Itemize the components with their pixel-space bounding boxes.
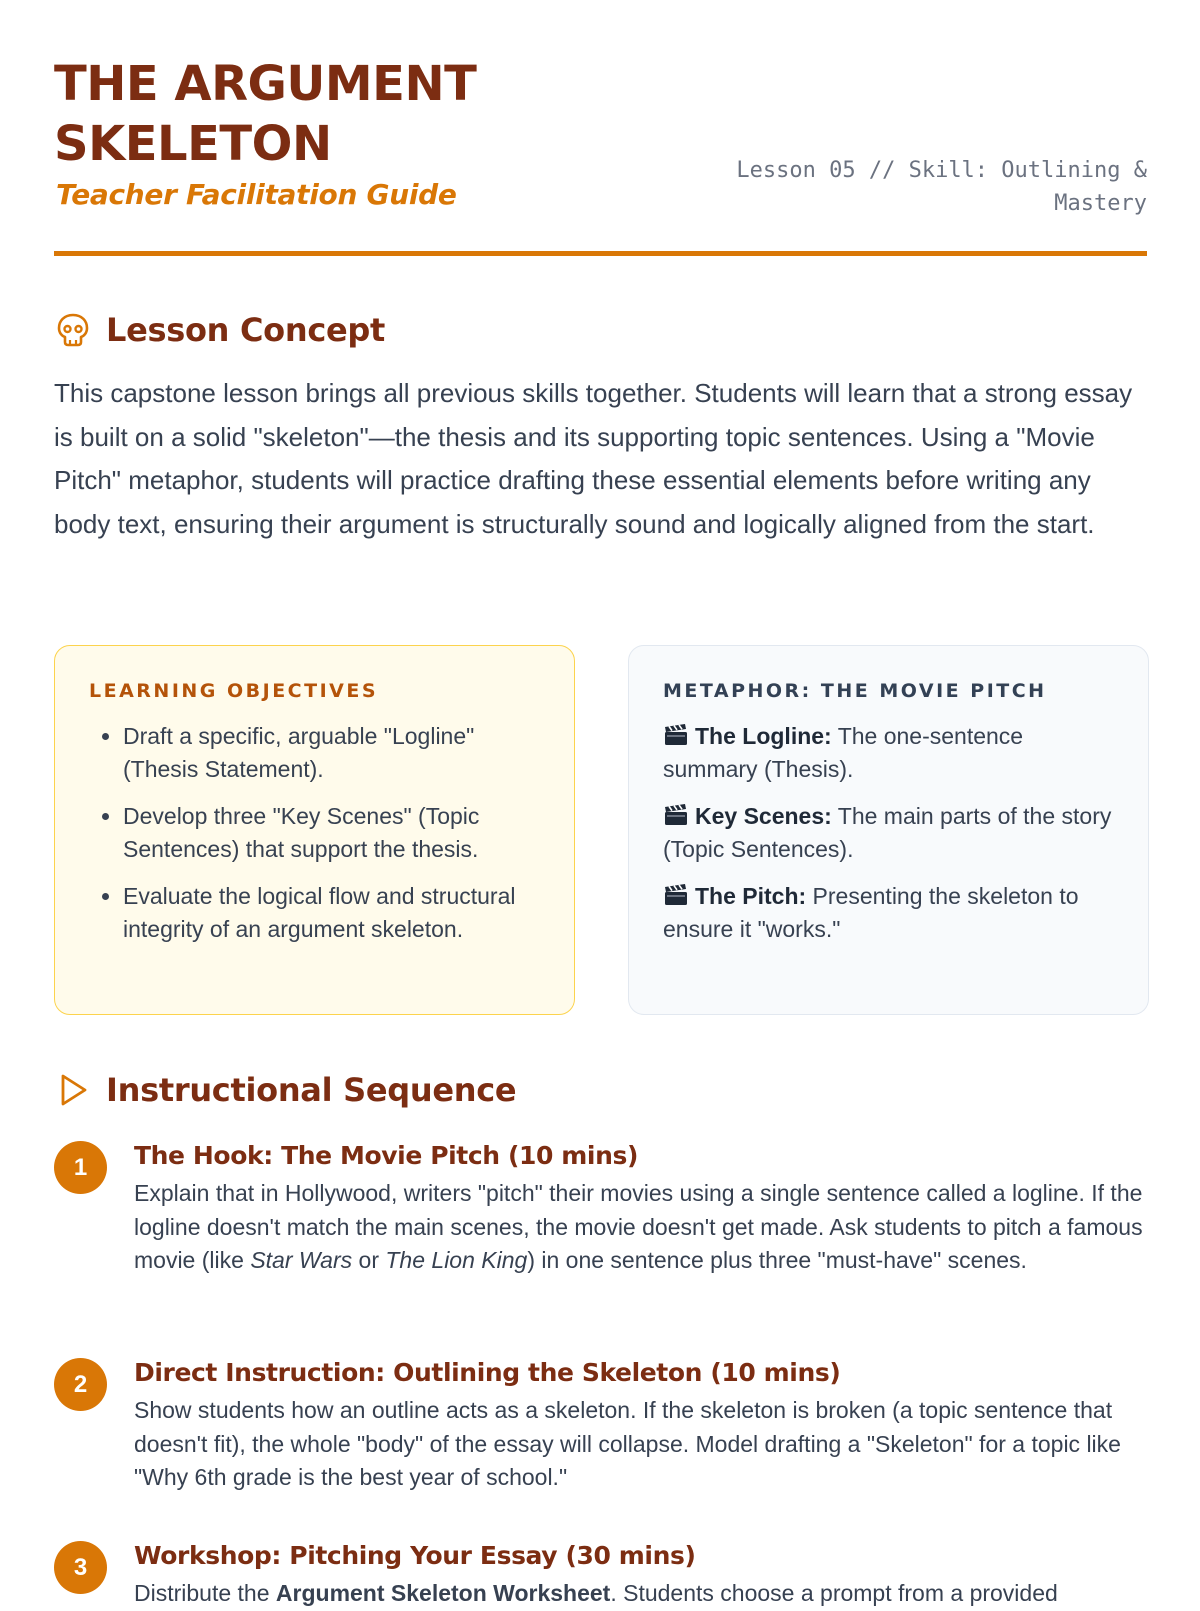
clapperboard-icon xyxy=(663,803,689,827)
metaphor-term: Key Scenes: xyxy=(695,803,832,829)
step-text: Explain that in Hollywood, writers "pitch" their movies using a single sentence called a logline. If the logline doesn't match the main scenes, the movie doesn't get made. Ask students to pitch a famous movie (like Star Wars or The Lion King) in one sentence plus three "must-have" scenes. xyxy=(134,1180,1143,1273)
step-text: Distribute the Argument Skeleton Worksheet. Students choose a prompt from a provided xyxy=(134,1580,1058,1606)
metaphor-term: The Pitch: xyxy=(695,883,807,909)
metaphor-desc: The main parts of the story (Topic Sentences). xyxy=(663,803,1112,862)
sequence-heading-row xyxy=(54,1071,516,1109)
clapperboard-icon xyxy=(663,723,689,747)
step-number: 2 xyxy=(54,1358,107,1411)
step-title: The Hook: The Movie Pitch (10 mins) xyxy=(134,1141,639,1170)
concept-heading-row xyxy=(54,311,385,349)
metaphor-item xyxy=(663,880,1114,946)
objectives-heading: LEARNING OBJECTIVES xyxy=(89,680,379,702)
sequence-heading: Instructional Sequence xyxy=(106,1071,517,1109)
skull-icon xyxy=(54,311,92,349)
objective-item: • Draft a specific, arguable "Logline" (Thesis Statement). xyxy=(123,720,540,786)
objective-item: • Evaluate the logical flow and structural integrity of an argument skeleton. xyxy=(123,880,540,946)
step-text: Show students how an outline acts as a skeleton. If the skeleton is broken (a topic sentence that doesn't fit), the whole "body" of the essay will collapse. Model drafting a "Skeleton" for a topic like "Why 6th grade is the best year of school." xyxy=(134,1397,1121,1490)
metaphor-heading: METAPHOR: THE MOVIE PITCH xyxy=(663,680,1047,702)
step-title: Workshop: Pitching Your Essay (30 mins) xyxy=(134,1541,696,1570)
learning-objectives-box xyxy=(54,645,575,1015)
metaphor-desc: The one-sentence summary (Thesis). xyxy=(663,723,1024,782)
metaphor-term: The Logline: xyxy=(695,723,832,749)
page-header xyxy=(54,50,1147,256)
step-number: 3 xyxy=(54,1541,107,1594)
metaphor-desc: Presenting the skeleton to ensure it "works." xyxy=(663,883,1079,942)
step-title: Direct Instruction: Outlining the Skeleton (10 mins) xyxy=(134,1358,841,1387)
metaphor-box xyxy=(628,645,1149,1015)
page-subtitle: Teacher Facilitation Guide xyxy=(56,178,457,211)
lesson-meta: Lesson 05 // Skill: Outlining & Mastery xyxy=(736,158,1147,216)
concept-heading: Lesson Concept xyxy=(106,311,386,349)
metaphor-item xyxy=(663,720,1114,786)
clapperboard-icon xyxy=(663,883,689,907)
concept-text: This capstone lesson brings all previous skills together. Students will learn that a strong essay is built on a solid "skeleton"—the thesis and its supporting topic sentences. Using a "Movie Pitch" metaphor, students will practice drafting these essential elements before writing any body text, ensuring their argument is structurally sound and logically aligned from the start. xyxy=(54,378,1133,539)
play-icon xyxy=(54,1071,92,1109)
page-title: THE ARGUMENT SKELETON xyxy=(54,56,477,172)
step-number: 1 xyxy=(54,1141,107,1194)
objectives-list xyxy=(89,720,540,946)
objective-item: • Develop three "Key Scenes" (Topic Sentences) that support the thesis. xyxy=(123,800,540,866)
metaphor-item xyxy=(663,800,1114,866)
